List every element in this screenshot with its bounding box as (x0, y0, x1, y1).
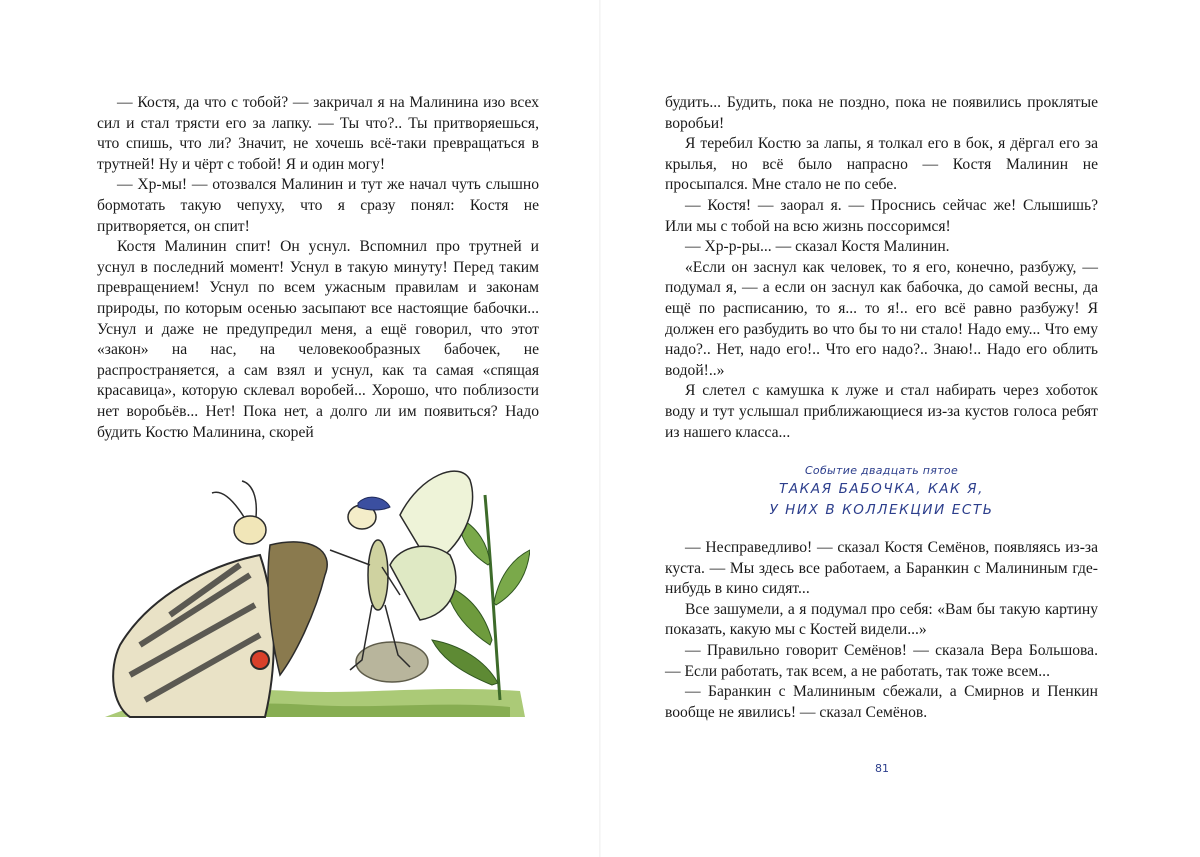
right-page (600, 0, 1200, 857)
paragraph: — Баранкин с Малининым сбежали, а Смирнов и Пенкин вообще не явились! — сказал Семёнов. (665, 683, 1098, 721)
antenna (212, 481, 256, 517)
paragraph: Я слетел с камушка к луже и стал набирать через хоботок воду и тут услышал приближающиеся из-за кустов голоса ребят из нашего класса... (665, 382, 1098, 441)
right-text-column-top (665, 93, 1098, 443)
paragraph-continuation: будить... Будить, пока не поздно, пока не появились проклятые воробьи! (665, 94, 1098, 132)
butterfly-wing-large (113, 555, 274, 717)
paragraph: «Если он заснул как человек, то я его, конечно, разбужу, — подумал я, — а если он заснул как бабочка, до самой весны, да ещё по расписанию, то я... то я!.. его всё равно разбужу! Я должен его разбудить во что бы то ни стало! Надо ему... Что ему надо?.. Нет, надо его!.. Что его надо?.. Знаю!.. Надо его облить водой!..» (665, 258, 1098, 379)
plant-leaf (494, 550, 530, 605)
wing-eyespot (251, 651, 269, 669)
butterfly-head (234, 516, 266, 544)
left-text-column (97, 93, 539, 443)
page-number: 81 (875, 762, 889, 775)
paragraph: — Хр-р-ры... — сказал Костя Малинин. (685, 238, 950, 256)
small-butterfly-body (368, 540, 388, 610)
butterfly-wing-brown (268, 542, 327, 675)
paragraph: Все зашумели, а я подумал про себя: «Вам бы такую картину показать, какую мы с Костей видели...» (665, 600, 1098, 639)
paragraph: — Несправедливо! — сказал Костя Семёнов, появляясь из-за куста. — Мы здесь все работаем, а Баранкин с Малининым где-нибудь в кино сидят... (665, 539, 1098, 598)
chapter-kicker: Событие двадцать пятое (804, 464, 959, 477)
small-butterfly-wing (390, 546, 456, 620)
blue-cap (358, 497, 390, 510)
plant-leaf (432, 640, 498, 685)
paragraph: — Правильно говорит Семёнов! — сказала Вера Большова. — Если работать, так всем, а не работать, так тоже всем... (665, 641, 1098, 680)
right-text-column-bottom (665, 538, 1098, 723)
chapter-heading (665, 463, 1098, 521)
butterflies-illustration (100, 455, 530, 725)
paragraph: — Костя! — заорал я. — Проснись сейчас же! Слышишь? Или мы с тобой на всю жизнь поссоримся! (665, 196, 1098, 235)
paragraph: Костя Малинин спит! Он уснул. Вспомнил про трутней и уснул в последний момент! Уснул в такую минуту! Перед таким превращением! Уснул по всем ужасным правилам и законам природы, по которым осенью засыпают все настоящие бабочки... Уснул и даже не предупредил меня, а ещё говорил, что этот «закон» на нас, на человекообразных бабочек, не распространяется, а сам взял и уснул, как та самая «спящая красавица», которую склевал воробей... Хорошо, что поблизости нет воробьёв... Нет! Пока нет, а долго ли им появиться? Надо будить Костю Малинина, скорей (97, 238, 539, 441)
chapter-title-line-1: ТАКАЯ БАБОЧКА, КАК Я, (779, 481, 984, 497)
paragraph: — Костя, да что с тобой? — закричал я на Малинина изо всех сил и стал трясти его за лапку. — Ты что?.. Ты притворяешься, что спишь, что ли? Значит, не хочешь всё-таки превращаться в трутней! Ну и чёрт с тобой! Я и один могу! (97, 94, 539, 173)
chapter-title-line-2: У НИХ В КОЛЛЕКЦИИ ЕСТЬ (769, 502, 994, 518)
paragraph: Я теребил Костю за лапы, я толкал его в бок, я дёргал его за крылья, но всё было напрасно — Костя Малинин не просыпался. Мне стало не по себе. (665, 135, 1098, 194)
paragraph: — Хр-мы! — отозвался Малинин и тут же начал чуть слышно бормотать такую чепуху, что я сразу понял: Костя не притворяется, он спит! (97, 176, 539, 235)
stone (356, 642, 428, 682)
